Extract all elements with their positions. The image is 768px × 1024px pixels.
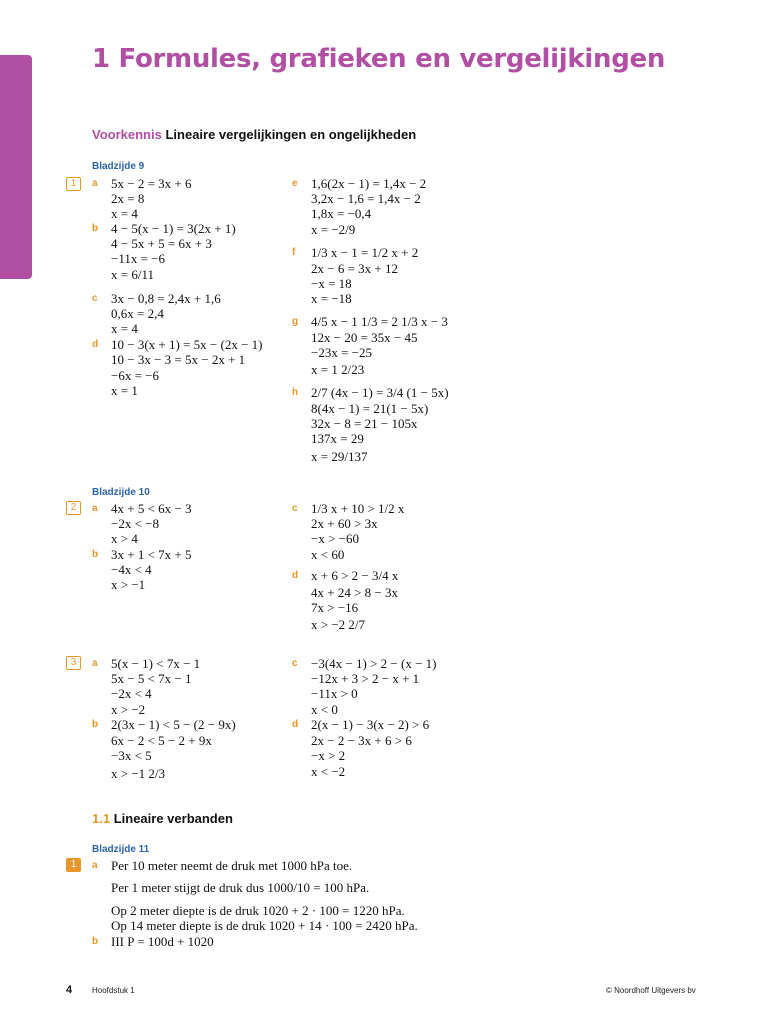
eq-text: x = 4 (111, 206, 138, 221)
chapter-side-tab (0, 55, 32, 279)
part-label-c: c (292, 658, 298, 669)
part-label-a: a (92, 658, 98, 669)
eq-text: 1/3 x + 10 > 1/2 x (311, 501, 405, 516)
eq-text: x + 6 > 2 − 3/4 x (311, 568, 399, 583)
answer-line (111, 177, 192, 191)
eq-text: 1,6(2x − 1) = 1,4x − 2 (311, 176, 427, 191)
answer-line (311, 292, 352, 306)
eq-text: 4 − 5(x − 1) = 3(2x + 1) (111, 221, 236, 236)
answer-line (111, 338, 262, 352)
eq-text: −2x < −8 (111, 516, 159, 531)
answer-line (111, 502, 192, 516)
part-label-a: a (92, 860, 98, 871)
answer-line (311, 687, 358, 701)
eq-text: 2x − 6 = 3x + 12 (311, 261, 398, 276)
answer-line (111, 384, 138, 398)
answer-line (111, 859, 352, 873)
eq-text: 5x − 5 < 7x − 1 (111, 671, 192, 686)
answer-line (111, 703, 145, 717)
part-label-a: a (92, 178, 98, 189)
eq-text: 4/5 x − 1 1/3 = 2 1/3 x − 3 (311, 314, 448, 329)
answer-line (111, 532, 138, 546)
answer-line (311, 277, 352, 291)
answer-line (111, 237, 212, 251)
eq-text: 1,8x = −0,4 (311, 206, 372, 221)
answer-line (111, 563, 152, 577)
answer-line (311, 207, 371, 221)
answer-line (311, 450, 367, 464)
eq-text: x > 4 (111, 531, 138, 546)
eq-text: 3x + 1 < 7x + 5 (111, 547, 192, 562)
eq-text: −12x + 3 > 2 − x + 1 (311, 671, 420, 686)
page-label-10: Bladzijde 10 (92, 487, 150, 498)
answer-line (311, 315, 448, 329)
page-label-9: Bladzijde 9 (92, 161, 145, 172)
eq-text: 10 − 3x − 3 = 5x − 2x + 1 (111, 352, 246, 367)
footer-publisher: © Noordhoff Uitgevers bv (606, 986, 696, 995)
eq-text: 0,6x = 2,4 (111, 306, 164, 321)
answer-line (111, 919, 418, 933)
answer-line (111, 207, 138, 221)
eq-text: 2(x − 1) − 3(x − 2) > 6 (311, 717, 430, 732)
subtitle-text: Lineaire vergelijkingen en ongelijkheden (165, 127, 417, 142)
answer-line (311, 402, 428, 416)
eq-text: x < 0 (311, 702, 338, 717)
subtitle-accent: Voorkennis (92, 127, 162, 142)
text-line: Per 10 meter neemt de druk met 1000 hPa toe. (111, 858, 353, 873)
eq-text: −2x < 4 (111, 686, 152, 701)
answer-line (311, 262, 398, 276)
exercise-number-3: 3 (66, 656, 81, 670)
eq-text: x > −2 2/7 (311, 617, 366, 632)
eq-text: 10 − 3(x + 1) = 5x − (2x − 1) (111, 337, 263, 352)
eq-text: 4 − 5x + 5 = 6x + 3 (111, 236, 212, 251)
answer-line (111, 687, 152, 701)
answer-line (111, 578, 145, 592)
part-label-d: d (92, 339, 99, 350)
eq-text: x < −2 (311, 764, 346, 779)
answer-line (111, 904, 405, 918)
exercise-number-1: 1 (66, 177, 81, 191)
text-line: Op 2 meter diepte is de druk 1020 + 2 · 100 = 1220 hPa. (111, 903, 405, 918)
answer-line (111, 222, 236, 236)
answer-line (311, 703, 338, 717)
answer-line (111, 767, 165, 781)
eq-text: 32x − 8 = 21 − 105x (311, 416, 418, 431)
page-number: 4 (66, 984, 73, 996)
eq-text: 2x − 2 − 3x + 6 > 6 (311, 733, 412, 748)
answer-line (311, 331, 418, 345)
part-label-f: f (292, 247, 296, 258)
eq-text: 2x + 60 > 3x (311, 516, 378, 531)
part-label-h: h (292, 387, 299, 398)
answer-line (311, 532, 359, 546)
answer-line (111, 734, 212, 748)
footer-chapter: Hoofdstuk 1 (92, 986, 135, 995)
eq-text: x = −18 (311, 291, 352, 306)
answer-line (111, 369, 159, 383)
answer-line (311, 246, 418, 260)
section-subtitle (92, 127, 416, 142)
answer-line (111, 718, 236, 732)
exercise-number-1: 1 (66, 858, 81, 872)
answer-line (111, 517, 159, 531)
eq-text: 4x + 5 < 6x − 3 (111, 501, 192, 516)
answer-line (311, 517, 378, 531)
eq-text: 3x − 0,8 = 2,4x + 1,6 (111, 291, 221, 306)
part-label-b: b (92, 223, 99, 234)
eq-text: 7x > −16 (311, 600, 359, 615)
eq-text: x = 1 2/23 (311, 362, 365, 377)
part-label-d: d (292, 719, 299, 730)
answer-line (111, 548, 192, 562)
eq-text: −3(4x − 1) > 2 − (x − 1) (311, 656, 437, 671)
section-number: 1.1 (92, 811, 111, 826)
part-label-e: e (292, 178, 298, 189)
eq-text: −3x < 5 (111, 748, 152, 763)
eq-text: 8(4x − 1) = 21(1 − 5x) (311, 401, 429, 416)
part-label-d: d (292, 570, 299, 581)
eq-text: x > −1 2/3 (111, 766, 166, 781)
answer-line (311, 363, 364, 377)
answer-line (311, 432, 364, 446)
eq-text: −4x < 4 (111, 562, 152, 577)
page-label-11: Bladzijde 11 (92, 844, 150, 855)
eq-text: x = −2/9 (311, 222, 356, 237)
answer-line (111, 672, 192, 686)
section-heading (92, 811, 233, 826)
answer-line (311, 618, 365, 632)
eq-text: 4x + 24 > 8 − 3x (311, 585, 398, 600)
answer-line (111, 353, 245, 367)
answer-line (311, 177, 426, 191)
answer-line (311, 417, 418, 431)
part-label-c: c (92, 293, 98, 304)
eq-text: −23x = −25 (311, 345, 372, 360)
eq-text: x < 60 (311, 547, 345, 562)
eq-text: x = 6/11 (111, 267, 154, 282)
answer-line (311, 223, 355, 237)
part-label-a: a (92, 503, 98, 514)
answer-line (111, 881, 369, 895)
eq-text: 1/3 x − 1 = 1/2 x + 2 (311, 245, 419, 260)
eq-text: −11x = −6 (111, 251, 166, 266)
eq-text: 2(3x − 1) < 5 − (2 − 9x) (111, 717, 236, 732)
text-line: Op 14 meter diepte is de druk 1020 + 14 · 100 = 2420 hPa. (111, 918, 418, 933)
part-label-b: b (92, 719, 99, 730)
eq-text: x = 29/137 (311, 449, 368, 464)
exercise-number-2: 2 (66, 501, 81, 515)
answer-line (111, 192, 144, 206)
part-label-c: c (292, 503, 298, 514)
eq-text: x > −1 (111, 577, 146, 592)
answer-line (311, 346, 372, 360)
section-name: Lineaire verbanden (113, 811, 233, 826)
answer-line (111, 322, 138, 336)
eq-text: −x > −60 (311, 531, 359, 546)
answer-line (111, 935, 214, 949)
eq-text: 5x − 2 = 3x + 6 (111, 176, 192, 191)
eq-text: 5(x − 1) < 7x − 1 (111, 656, 201, 671)
answer-line (311, 569, 398, 583)
answer-line (111, 252, 165, 266)
eq-text: 137x = 29 (311, 431, 364, 446)
answer-line (311, 749, 345, 763)
answer-line (311, 657, 436, 671)
answer-line (311, 586, 398, 600)
eq-text: 12x − 20 = 35x − 45 (311, 330, 418, 345)
answer-line (311, 765, 345, 779)
part-label-b: b (92, 549, 99, 560)
text-line: Per 1 meter stijgt de druk dus 1000/10 = 100 hPa. (111, 880, 370, 895)
eq-text: −x > 2 (311, 748, 346, 763)
answer-line (111, 307, 164, 321)
answer-line (311, 386, 449, 400)
eq-text: −11x > 0 (311, 686, 358, 701)
answer-line (311, 601, 358, 615)
answer-line (311, 502, 404, 516)
answer-line (111, 268, 154, 282)
part-label-b: b (92, 936, 99, 947)
eq-text: x = 1 (111, 383, 138, 398)
answer-line (111, 292, 221, 306)
eq-text: −6x = −6 (111, 368, 159, 383)
eq-text: x = 4 (111, 321, 138, 336)
eq-text: 2/7 (4x − 1) = 3/4 (1 − 5x) (311, 385, 449, 400)
eq-text: 3,2x − 1,6 = 1,4x − 2 (311, 191, 421, 206)
eq-text: x > −2 (111, 702, 146, 717)
answer-line (311, 548, 344, 562)
answer-line (311, 672, 419, 686)
answer-line (311, 192, 421, 206)
eq-text: 2x = 8 (111, 191, 145, 206)
text-line: III P = 100d + 1020 (111, 934, 214, 949)
eq-text: 6x − 2 < 5 − 2 + 9x (111, 733, 212, 748)
chapter-title: 1 Formules, grafieken en vergelijkingen (92, 44, 666, 74)
eq-text: −x = 18 (311, 276, 352, 291)
answer-line (311, 734, 412, 748)
part-label-g: g (292, 316, 299, 327)
answer-line (111, 749, 152, 763)
answer-line (111, 657, 200, 671)
answer-line (311, 718, 429, 732)
